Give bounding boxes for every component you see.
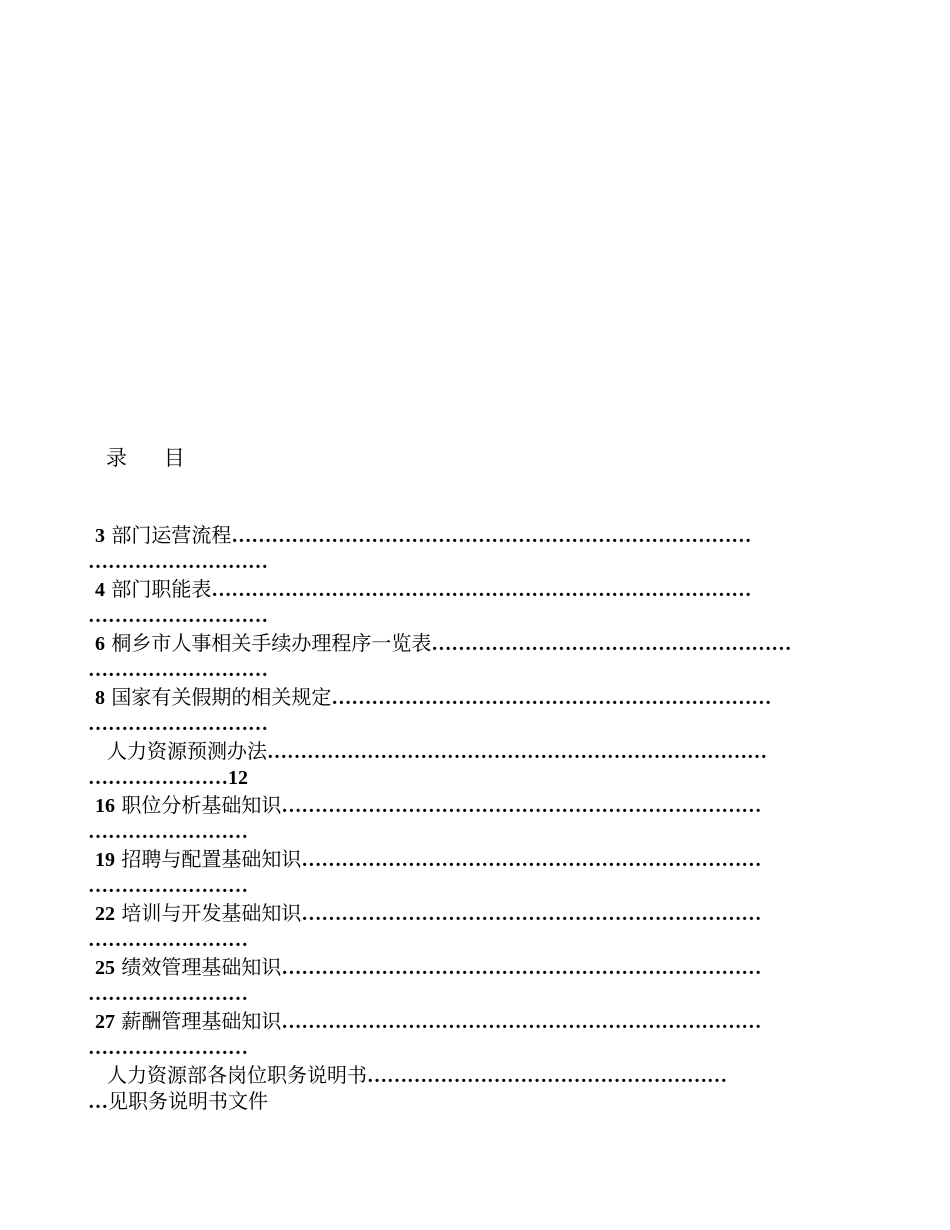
- toc-entry-number: 25: [95, 957, 115, 979]
- toc-entry-number: 27: [95, 1011, 115, 1033]
- toc-entry[interactable]: [88, 574, 868, 628]
- toc-entry[interactable]: [88, 682, 868, 736]
- toc-entry-title: 绩效管理基础知识: [121, 955, 282, 979]
- toc-leader-dots: ………………………: [88, 605, 268, 627]
- toc-leader-dots: ………………………………………………………………………: [211, 579, 752, 601]
- toc-entry[interactable]: [88, 520, 868, 574]
- toc-leader-dots: ……………………: [88, 983, 248, 1005]
- toc-entry-number: 3: [95, 525, 105, 547]
- toc-entry-title: 部门职能表: [111, 577, 212, 601]
- toc-entry-number: 22: [95, 903, 115, 925]
- toc-entry-title: 国家有关假期的相关规定: [111, 685, 332, 709]
- toc-entry[interactable]: [88, 844, 868, 898]
- toc-leader-dots: ………………………: [88, 713, 268, 735]
- toc-entry-number: 19: [95, 849, 115, 871]
- toc-leader-dots: …………………………………………………………: [331, 687, 772, 709]
- toc-leader-dots: …………………: [88, 767, 228, 789]
- toc-entry[interactable]: [88, 628, 868, 682]
- toc-leader-dots: …………………………………………………………………: [267, 741, 767, 763]
- toc-leader-dots: ……………………: [88, 929, 248, 951]
- toc-entry-title: 桐乡市人事相关手续办理程序一览表: [111, 631, 432, 655]
- toc-entry-number: 8: [95, 687, 105, 709]
- toc-leader-dots: ………………………………………………………………: [281, 957, 762, 979]
- toc-entry-title: 薪酬管理基础知识: [121, 1009, 282, 1033]
- toc-entry-title: 招聘与配置基础知识: [121, 847, 302, 871]
- toc-entry-number: 6: [95, 633, 105, 655]
- toc-leader-dots: ……………………: [88, 821, 248, 843]
- toc-entry-title: 职位分析基础知识: [121, 793, 282, 817]
- toc-leader-dots: ……………………………………………………………: [301, 849, 762, 871]
- toc-leader-dots: ……………………………………………………………: [301, 903, 762, 925]
- toc-entry-tail: 见职务说明书文件: [108, 1089, 268, 1113]
- toc-entry[interactable]: [88, 898, 868, 952]
- toc-leader-dots: ……………………: [88, 1037, 248, 1059]
- toc-leader-dots: ………………………………………………………………: [281, 795, 762, 817]
- toc-leader-dots: ………………………………………………: [431, 633, 792, 655]
- toc-entry-page: 12: [228, 767, 248, 789]
- table-of-contents: [88, 520, 868, 1114]
- toc-entry[interactable]: [88, 736, 868, 790]
- toc-leader-dots: ………………………………………………………………: [281, 1011, 762, 1033]
- toc-entry-number: 16: [95, 795, 115, 817]
- toc-leader-dots: ………………………: [88, 551, 268, 573]
- toc-leader-dots: ………………………: [88, 659, 268, 681]
- toc-title: 录 目: [106, 446, 187, 470]
- toc-entry-title: 部门运营流程: [111, 523, 232, 547]
- toc-entry-number: 4: [95, 579, 105, 601]
- toc-entry-title: 培训与开发基础知识: [121, 901, 302, 925]
- toc-leader-dots: …: [88, 1091, 108, 1113]
- toc-entry[interactable]: [88, 952, 868, 1006]
- toc-entry-title: 人力资源部各岗位职务说明书: [107, 1063, 367, 1087]
- toc-entry[interactable]: [88, 1060, 868, 1114]
- toc-entry-title: 人力资源预测办法: [107, 739, 267, 763]
- toc-leader-dots: ……………………: [88, 875, 248, 897]
- toc-leader-dots: ……………………………………………………………………: [231, 525, 752, 547]
- toc-entry[interactable]: [88, 790, 868, 844]
- toc-leader-dots: ………………………………………………: [367, 1065, 727, 1087]
- toc-entry[interactable]: [88, 1006, 868, 1060]
